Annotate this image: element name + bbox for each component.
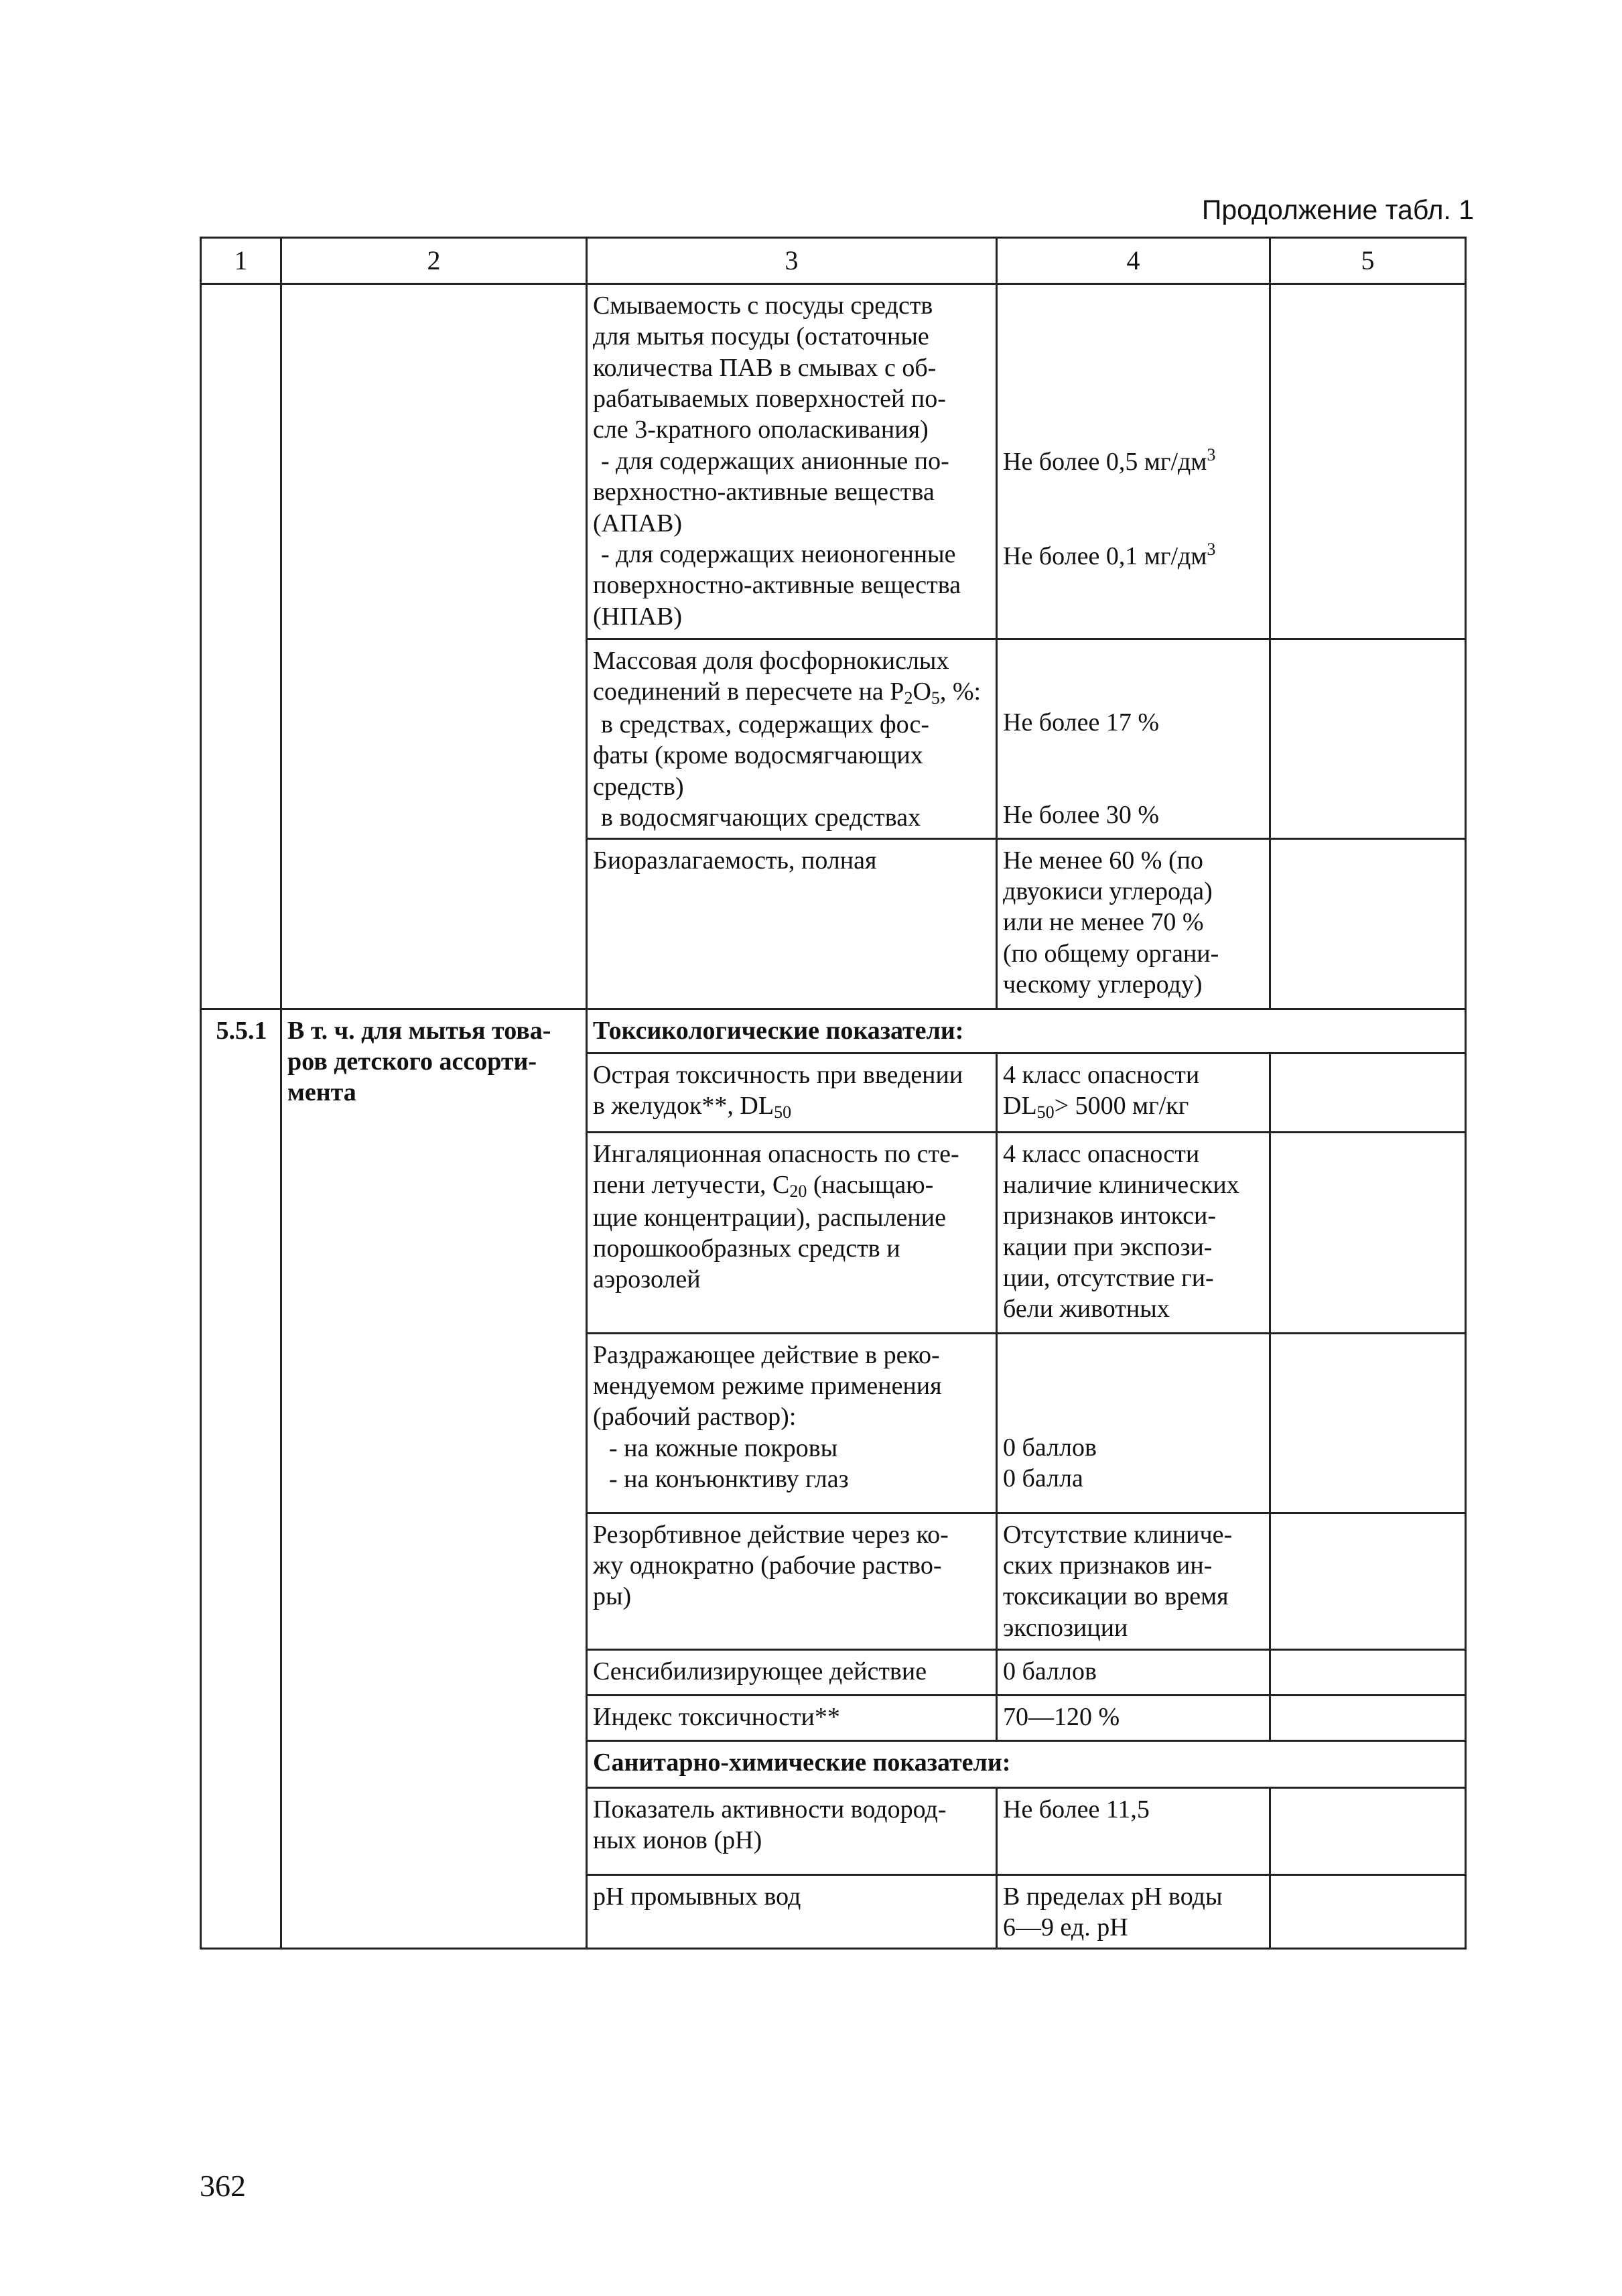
requirements-table [200,237,1467,1950]
text-line: количества ПАВ в смывах с об- [593,353,937,382]
rinse-water-ph-cell: pH промывных вод [587,1874,997,1948]
empty-cell [281,284,587,1009]
toxicity-index-value-cell: 70—120 % [997,1695,1270,1740]
table-continuation-label: Продолжение табл. 1 [1201,194,1474,225]
washability-cell [587,284,997,639]
phosphate-value-cell [997,639,1270,839]
sensitizing-action-cell: Сенсибилизирующее действие [587,1649,997,1695]
phosphate-cell [587,639,997,839]
inhalation-hazard-value-cell: 4 класс опасности наличие клинических признаков интокси- кации при экспози- ции, отсутствие ги- бели животных [997,1132,1270,1333]
inhalation-hazard-cell: Ингаляционная опасность по сте- пени летучести, $C_{20}$ (насыщаю- щие концентрации), распыление порошкообразных средств и аэрозолей [587,1132,997,1333]
acute-toxicity-value-cell: 4 класс опасности $DL_{50}> 5000$ мг/кг [997,1053,1270,1132]
empty-cell [1270,639,1466,839]
text-line: для мытья посуды (остаточные [593,322,929,351]
text-line: соединений в пересчете на $P_2O_5$, %: [593,678,982,708]
column-number-4: 4 [997,238,1270,284]
biodegradability-cell [587,838,997,1009]
text-line: двуокиси углерода) [1003,877,1213,905]
text-line: (по общему органи- [1003,939,1219,968]
text-line: в средствах, содержащих фос- [601,710,930,739]
text-line: Не менее 60 % (по [1003,846,1203,875]
resorptive-action-value-cell: Отсутствие клиниче- ских признаков ин- токсикации во время экспозиции [997,1513,1270,1649]
sensitizing-action-value-cell: 0 баллов [997,1649,1270,1695]
section-title: В т. ч. для мытья това- ров детского ассорти- мента [281,1009,587,1948]
empty-cell [201,284,281,1009]
biodegradability-value-cell [997,838,1270,1009]
column-number-3: 3 [587,238,997,284]
text-line: средств) [593,772,684,801]
text-line: ческому углероду) [1003,970,1203,999]
empty-cell [1270,1695,1466,1740]
column-number-1: 1 [201,238,281,284]
rinse-water-ph-value-cell: В пределах pH воды 6—9 ед. pH [997,1874,1270,1948]
resorptive-action-cell: Резорбтивное действие через ко- жу однократно (рабочие раство- ры) [587,1513,997,1649]
text-line: (АПАВ) [593,509,682,537]
irritant-action-cell: Раздражающее действие в реко- мендуемом режиме применения (рабочий раствор): - на кожные покровы - на конъюнктиву глаз [587,1333,997,1513]
text-line: в водосмягчающих средствах [601,804,921,832]
nonionic-limit: Не более 0,1 $мг/дм^3$ [1003,539,1216,571]
text-line: Не более 17 % [1003,708,1159,737]
text-line: Не более 30 % [1003,801,1159,830]
empty-cell [1270,1333,1466,1513]
text-line: Смываемость с посуды средств [593,292,933,320]
empty-cell [1270,838,1466,1009]
table-row [201,284,1466,639]
text-line: сле 3-кратного ополаскивания) [593,416,929,444]
empty-cell [1270,1132,1466,1333]
text-line: фаты (кроме водосмягчающих [593,741,923,770]
text-line: Биоразлагаемость, полная [593,846,877,875]
washability-value-cell [997,284,1270,639]
empty-cell [1270,1053,1466,1132]
ph-indicator-cell: Показатель активности водород- ных ионов (pH) [587,1787,997,1874]
section-number: 5.5.1 [201,1009,281,1948]
text-line: рабатываемых поверхностей по- [593,385,946,413]
empty-cell [1270,1513,1466,1649]
text-line: Массовая доля фосфорнокислых [593,647,949,675]
anionic-limit: Не более 0,5 $мг/дм^3$ [1003,445,1216,476]
sanitary-chemical-header: Санитарно-химические показатели: [587,1740,1466,1787]
empty-cell [1270,1649,1466,1695]
text-line: - для содержащих неионогенные [601,539,956,568]
text-line: (НПАВ) [593,602,682,631]
text-line: - для содержащих анионные по- [601,446,949,475]
irritant-action-value-cell: 0 баллов 0 балла [997,1333,1270,1513]
table-row [201,1009,1466,1053]
acute-toxicity-cell: Острая токсичность при введении в желудок**, $DL_{50}$ [587,1053,997,1132]
text-line: или не менее 70 % [1003,908,1204,937]
text-line: поверхностно-активные вещества [593,571,961,600]
column-number-2: 2 [281,238,587,284]
page-number: 362 [200,2169,246,2203]
ph-indicator-value-cell: Не более 11,5 [997,1787,1270,1874]
empty-cell [1270,1787,1466,1874]
text-line: верхностно-активные вещества [593,478,935,507]
table-header-row [201,238,1466,284]
column-number-5: 5 [1270,238,1466,284]
toxicology-header: Токсикологические показатели: [587,1009,1466,1053]
empty-cell [1270,284,1466,639]
empty-cell [1270,1874,1466,1948]
toxicity-index-cell: Индекс токсичности** [587,1695,997,1740]
